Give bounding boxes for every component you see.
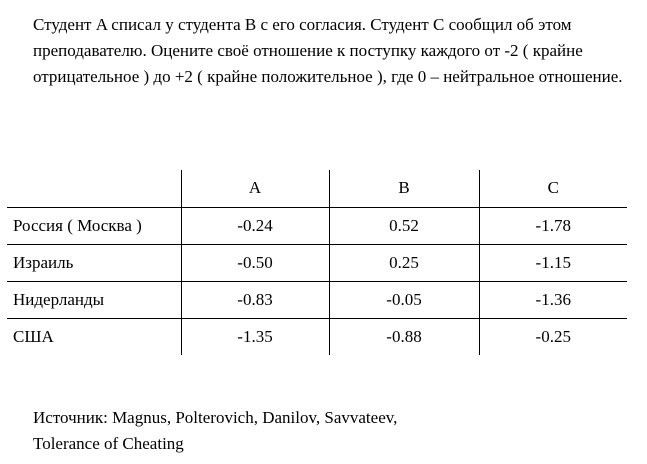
- results-table: [7, 170, 627, 355]
- country-cell: Нидерланды: [13, 289, 105, 309]
- column-header-a: A: [181, 170, 329, 207]
- value-cell-b: 0.25: [329, 244, 479, 281]
- column-header-b: B: [329, 170, 479, 207]
- table-row: [7, 244, 627, 281]
- value-cell-b: -0.05: [329, 281, 479, 318]
- column-header-c: C: [479, 170, 627, 207]
- country-cell: США: [13, 326, 54, 346]
- source-line-1: Источник: Magnus, Polterovich, Danilov, Savvateev,: [33, 408, 398, 427]
- table-corner-cell: [7, 170, 181, 207]
- country-cell: Россия ( Москва ): [13, 215, 142, 235]
- table-row: [7, 318, 627, 355]
- table-header-row: [7, 170, 627, 207]
- source-line-2: Tolerance of Cheating: [33, 434, 184, 453]
- value-cell-a: -0.83: [181, 281, 329, 318]
- value-cell-a: -0.24: [181, 207, 329, 244]
- value-cell-a: -1.35: [181, 318, 329, 355]
- value-cell-b: -0.88: [329, 318, 479, 355]
- table-row: [7, 281, 627, 318]
- value-cell-c: -0.25: [479, 318, 627, 355]
- value-cell-a: -0.50: [181, 244, 329, 281]
- value-cell-c: -1.15: [479, 244, 627, 281]
- value-cell-b: 0.52: [329, 207, 479, 244]
- value-cell-c: -1.78: [479, 207, 627, 244]
- country-cell: Израиль: [13, 252, 74, 272]
- question-text: Студент A списал у студента B с его согласия. Студент C сообщил об этом преподавателю. Оцените своё отношение к поступку каждого от -2 ( крайне отрицательное ) до +2 ( крайне положительное ), где 0 – нейтральное отношение.: [33, 15, 623, 86]
- table-row: [7, 207, 627, 244]
- value-cell-c: -1.36: [479, 281, 627, 318]
- source-citation: [33, 405, 397, 457]
